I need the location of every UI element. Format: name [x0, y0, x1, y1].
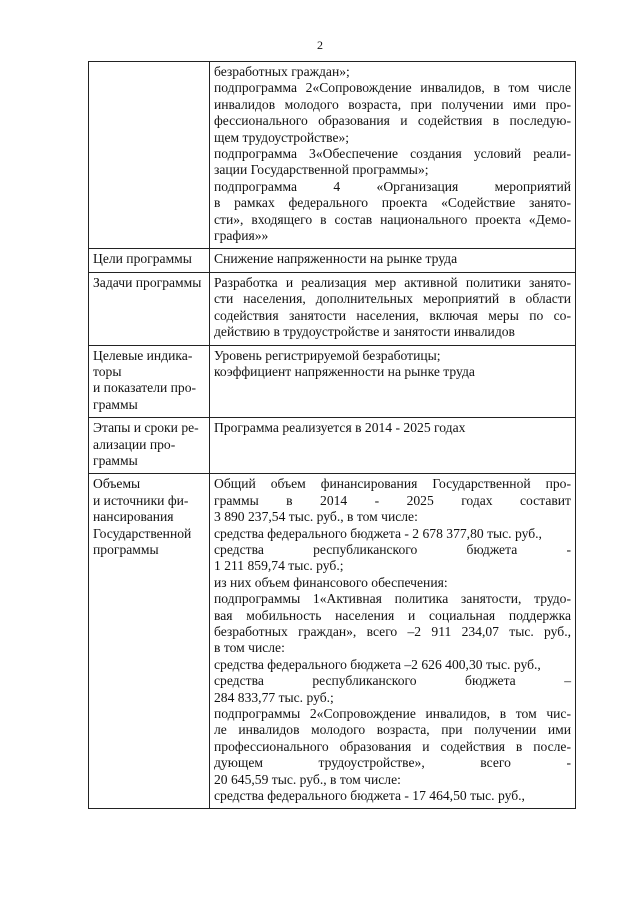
table-row	[89, 474, 576, 809]
content-line: 284 833,77 тыс. руб.;	[214, 689, 334, 705]
content-line: 1 211 859,74 тыс. руб.;	[214, 558, 344, 574]
content-line: ле инвалидов молодого возраста, при получении ими	[214, 722, 571, 738]
content-line: подпрограмма 2«Сопровождение инвалидов, в том числе	[214, 80, 571, 96]
row-label-cell	[89, 249, 210, 272]
row-content-cell	[210, 474, 576, 809]
content-line: Общий объем финансирования Государственной про-	[214, 476, 571, 492]
page-number: 2	[317, 38, 323, 52]
content-line: Разработка и реализация мер активной политики занято-	[214, 274, 571, 290]
row-content-cell	[210, 249, 576, 272]
content-line: 20 645,59 тыс. руб., в том числе:	[214, 771, 401, 787]
content-line: Уровень регистрируемой безработицы;	[214, 347, 441, 363]
content-line: фессионального образования и содействия в последую-	[214, 113, 571, 129]
content-line: средства федерального бюджета - 17 464,50 тыс. руб.,	[214, 788, 525, 804]
passport-table-body	[89, 62, 576, 809]
table-row	[89, 418, 576, 474]
row-content-cell	[210, 62, 576, 249]
content-line: графия»»	[214, 228, 269, 244]
row-label-line: граммы	[93, 396, 138, 412]
content-line: в том числе:	[214, 640, 285, 656]
content-line: зации Государственной программы»;	[214, 162, 429, 178]
content-line: инвалидов молодого возраста, при получении ими про-	[214, 96, 571, 112]
content-line: подпрограммы 2«Сопровождение инвалидов, в том чис-	[214, 706, 571, 722]
row-content-cell	[210, 272, 576, 345]
content-line: действию в трудоустройстве и занятости инвалидов	[214, 324, 515, 340]
content-line: щем трудоустройстве»;	[214, 129, 350, 145]
row-label-cell	[89, 418, 210, 474]
content-line: Программа реализуется в 2014 - 2025 годах	[214, 420, 466, 436]
content-line: средства федерального бюджета - 2 678 377,80 тыс. руб.,	[214, 525, 542, 541]
table-row	[89, 249, 576, 272]
row-content-cell	[210, 345, 576, 418]
row-label-line: Целевые индика-	[93, 347, 193, 363]
row-label-line: Объемы	[93, 476, 141, 492]
content-line: содействия занятости населения, включая меры по со-	[214, 307, 571, 323]
content-line: граммы в 2014 - 2025 годах составит	[214, 492, 571, 508]
content-line: вая мобильность населения и социальная поддержка	[214, 607, 571, 623]
row-label-line: и показатели про-	[93, 380, 197, 396]
row-label-cell	[89, 272, 210, 345]
row-label-line: ализации про-	[93, 436, 176, 452]
content-line: в рамках федерального проекта «Содействие занято-	[214, 195, 571, 211]
row-label-line: торы	[93, 363, 122, 379]
row-label-cell	[89, 62, 210, 249]
row-label-cell	[89, 345, 210, 418]
table-row	[89, 345, 576, 418]
content-line: подпрограмма 4 «Организация мероприятий	[214, 178, 571, 194]
row-label-line: Цели программы	[93, 251, 192, 267]
content-line: дующем трудоустройстве», всего -	[214, 755, 571, 771]
content-line: средства республиканского бюджета –	[214, 673, 571, 689]
content-line: безработных граждан», всего –2 911 234,07 тыс. руб.,	[214, 624, 571, 639]
content-line: 3 890 237,54 тыс. руб., в том числе:	[214, 509, 418, 525]
row-label-line: Государственной	[93, 525, 192, 541]
content-line: Снижение напряженности на рынке труда	[214, 251, 458, 267]
content-line: подпрограммы 1«Активная политика занятости, трудо-	[214, 591, 571, 607]
content-line: безработных граждан»;	[214, 64, 350, 79]
table-row	[89, 272, 576, 345]
content-line: из них объем финансового обеспечения:	[214, 574, 448, 590]
row-label-line: и источники фи-	[93, 492, 189, 508]
table-row	[89, 62, 576, 249]
content-line: коэффициент напряженности на рынке труда	[214, 363, 475, 379]
content-line: средства федерального бюджета –2 626 400,30 тыс. руб.,	[214, 656, 541, 672]
content-line: подпрограмма 3«Обеспечение создания условий реали-	[214, 146, 571, 162]
row-label-line: программы	[93, 541, 159, 557]
content-line: средства республиканского бюджета -	[214, 541, 571, 557]
content-line: профессионального образования и содействия в после-	[214, 738, 571, 754]
program-passport-table	[88, 61, 576, 809]
row-label-line: Задачи программы	[93, 274, 202, 290]
content-line: сти», входящего в состав национального проекта «Демо-	[214, 211, 571, 227]
row-label-cell	[89, 474, 210, 809]
row-label-line: граммы	[93, 452, 138, 468]
row-content-cell	[210, 418, 576, 474]
row-label-line: нансирования	[93, 509, 174, 525]
row-label-line: Этапы и сроки ре-	[93, 420, 199, 436]
content-line: сти населения, дополнительных мероприятий в области	[214, 291, 571, 307]
